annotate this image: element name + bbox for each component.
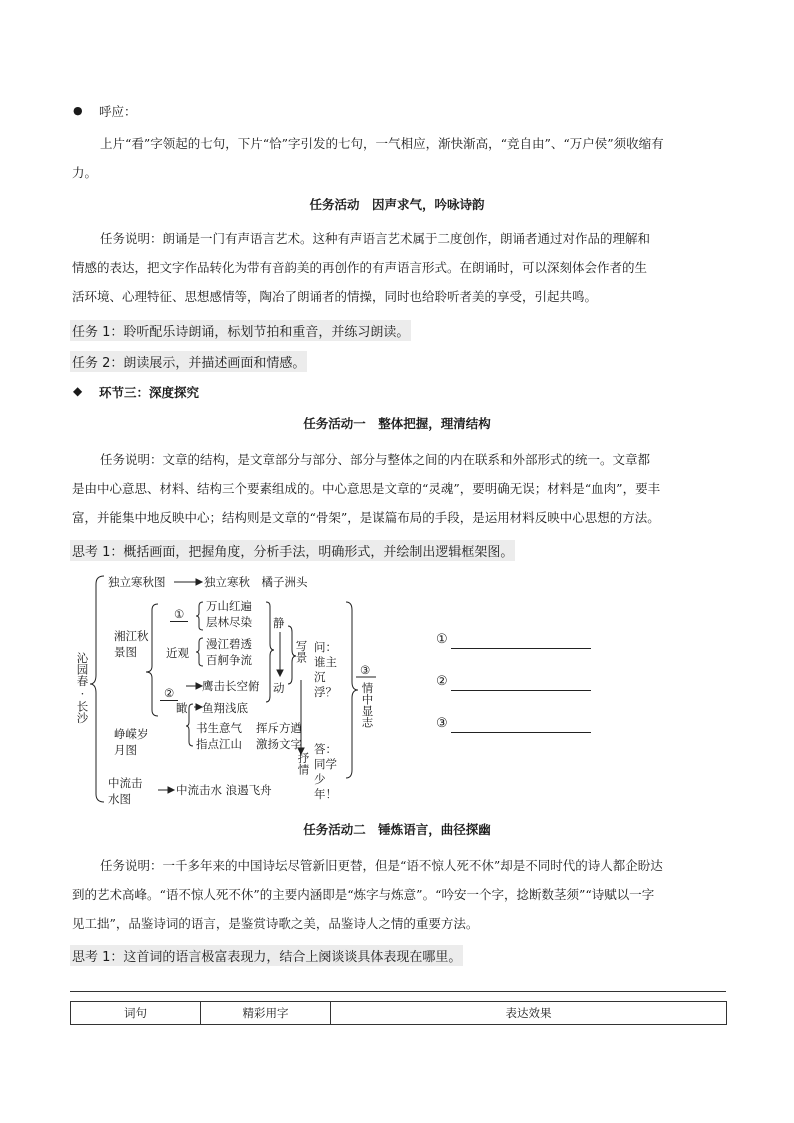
stage3-title: 环节三：深度探究 <box>99 385 200 400</box>
blank-3: ③ <box>360 663 371 677</box>
echo-line-2: 力。 <box>72 165 98 180</box>
bullet-dot: ● <box>73 104 83 117</box>
blank-1: ① <box>170 607 188 622</box>
zhongliu-text: 中流击水 浪遏飞舟 <box>176 783 272 797</box>
header-word: 精彩用字 <box>201 1002 331 1025</box>
activity-two-desc-1: 任务说明：一千多年来的中国诗坛尽管新旧更替，但是“语不惊人死不休”却是不同时代的诗人都企盼达 <box>100 858 663 873</box>
zhongliu-label: 中流击水图 <box>108 776 143 806</box>
header-effect: 表达效果 <box>331 1002 727 1025</box>
answer-text: 答：同学少年！ <box>314 742 337 801</box>
shuqing-label: 抒情 <box>296 752 311 775</box>
task-1: 任务 1：聆听配乐诗朗诵，标划节拍和重音，并练习朗读。 <box>70 320 411 341</box>
near-line-2: 百舸争流 <box>206 653 252 667</box>
echo-title: 呼应： <box>99 104 137 119</box>
analysis-table <box>70 1001 727 1025</box>
root-title: 沁园春·长沙 <box>75 652 90 724</box>
activity-read-desc-1: 任务说明：朗诵是一门有声语言艺术。这种有声语言艺术属于二度创作，朗诵者通过对作品的理解和 <box>100 231 651 246</box>
echo-line-1: 上片“看”字领起的七句，下片“恰”字引发的七句，一气相应，渐快渐高，“竞自由”、“万户侯”须收缩有 <box>100 136 664 151</box>
zhengrong-label: 峥嵘岁月图 <box>114 727 149 757</box>
answer-line-1[interactable] <box>451 648 591 649</box>
dulihanqiu-text: 独立寒秋 橘子洲头 <box>204 575 308 589</box>
table-header-row <box>71 1002 727 1025</box>
think-2: 思考 1：这首词的语言极富表现力，结合上阕谈谈具体表现在哪里。 <box>70 945 463 966</box>
zhengrong-1b: 挥斥方遒 <box>256 721 302 735</box>
blank-2: ② <box>160 686 178 701</box>
activity-read-desc-3: 活环境、心理特征、思想感情等，陶冶了朗诵者的情操，同时也给聆听者美的享受，引起共鸣。 <box>72 289 598 304</box>
answer-blank-label-2: ② <box>436 674 448 689</box>
activity-read-heading: 任务活动 因声求气，吟咏诗韵 <box>309 197 485 212</box>
far-line-1: 万山红遍 <box>206 599 252 613</box>
answer-line-2[interactable] <box>451 690 591 691</box>
look-down-label: 瞰 <box>176 701 188 715</box>
dulihanqiu-label: 独立寒秋图 <box>108 575 166 589</box>
zhengrong-2b: 激扬文字 <box>256 737 302 751</box>
near-line-1: 漫江碧透 <box>206 637 252 651</box>
task-2: 任务 2：朗读展示，并描述画面和情感。 <box>70 351 307 372</box>
far-line-2: 层林尽染 <box>206 615 252 629</box>
think-1: 思考 1：概括画面，把握角度，分析手法，明确形式，并绘制出逻辑框架图。 <box>70 540 515 561</box>
diamond-bullet: ◆ <box>73 384 83 398</box>
answer-blank-label-3: ③ <box>436 716 448 731</box>
xiangjiang-label: 湘江秋景图 <box>114 629 149 659</box>
zhengrong-2a: 指点江山 <box>196 737 242 751</box>
activity-read-desc-2: 情感的表达，把文字作品转化为带有音韵美的再创作的有声语言形式。在朗诵时，可以深刻体会作者的生 <box>72 260 648 275</box>
activity-one-desc-2: 是由中心意思、材料、结构三个要素组成的。中心意思是文章的“灵魂”，要明确无误；材料是“血肉”，要丰 <box>72 481 661 496</box>
question-text: 问：谁主沉浮？ <box>314 640 337 699</box>
activity-two-desc-3: 见工拙”，品鉴诗词的语言，是鉴赏诗歌之美，品鉴诗人之情的重要方法。 <box>72 916 479 931</box>
header-line: 词句 <box>71 1002 201 1025</box>
activity-one-desc-1: 任务说明：文章的结构，是文章部分与部分、部分与整体之间的内在联系和外部形式的统一。文章都 <box>100 452 651 467</box>
activity-two-desc-2: 到的艺术高峰。“语不惊人死不休”的主要内涵即是“炼字与炼意”。“吟安一个字，捻断数茎须”“诗赋以一字 <box>72 887 655 902</box>
activity-one-desc-3: 富，并能集中地反映中心；结构则是文章的“骨架”，是谋篇布局的手段，是运用材料反映中心思想的方法。 <box>72 510 660 525</box>
xiejing-label: 写景 <box>294 640 309 663</box>
structure-diagram <box>70 570 730 810</box>
activity-one-heading: 任务活动一 整体把握，理清结构 <box>303 416 491 431</box>
near-view-label: 近观 <box>166 646 189 660</box>
eagle-text: 鹰击长空俯 <box>202 679 260 693</box>
jing-label: 静 <box>273 616 285 630</box>
answer-line-3[interactable] <box>451 732 591 733</box>
activity-two-heading: 任务活动二 锤炼语言，曲径探幽 <box>303 822 491 837</box>
fish-text: 鱼翔浅底 <box>202 701 248 715</box>
dong-label: 动 <box>273 681 285 695</box>
qingzhong-label: 情中显志 <box>360 682 375 728</box>
zhengrong-1a: 书生意气 <box>196 721 242 735</box>
table-rule <box>70 991 726 992</box>
answer-blank-label-1: ① <box>436 632 448 647</box>
